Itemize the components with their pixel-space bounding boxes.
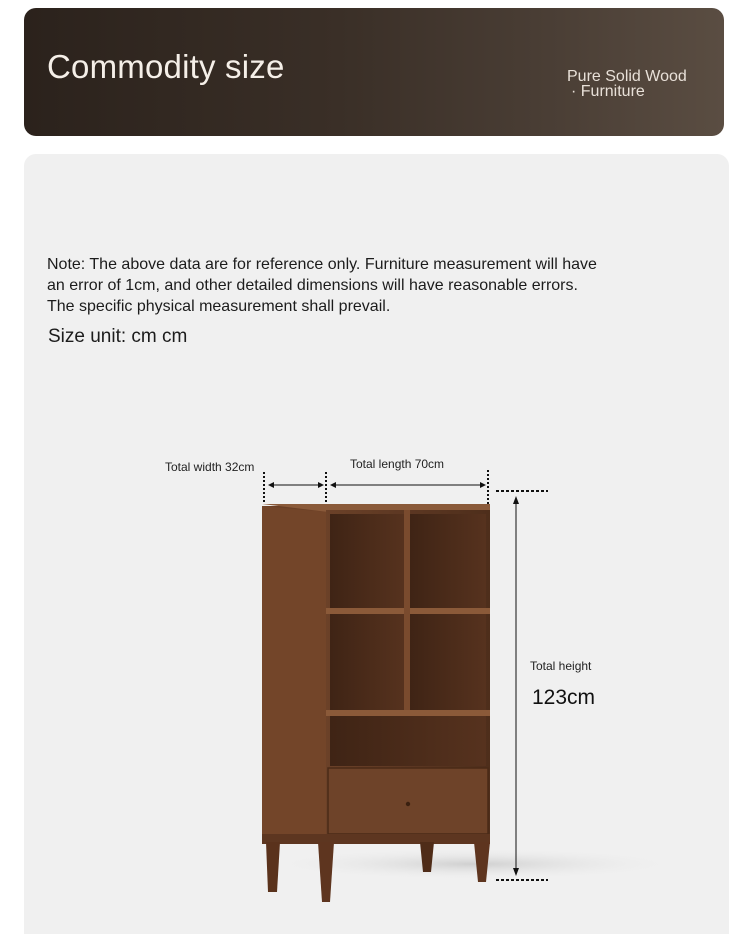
header-banner	[24, 8, 724, 136]
reference-note: Note: The above data are for reference only. Furniture measurement will have an error of 1cm, and other detailed dimensions will have reasonable errors. The specific physical measurement shall prevail.	[47, 256, 597, 315]
length-dimension	[330, 470, 488, 504]
banner-title: Commodity size	[47, 48, 285, 85]
shelf-2	[326, 710, 490, 716]
width-dimension	[264, 472, 326, 504]
leg-front-left	[318, 842, 334, 902]
total-height-value: 123cm	[532, 686, 596, 709]
size-unit-label: Size unit: cm cm	[48, 326, 188, 347]
leg-back-left	[266, 842, 280, 892]
total-height-label: Total height	[530, 659, 592, 673]
size-card	[24, 154, 729, 934]
bookcase-diagram	[24, 154, 729, 934]
banner-tagline-line1: Pure Solid Wood	[567, 68, 687, 85]
drawer	[328, 768, 488, 834]
drawer-knob	[406, 802, 410, 806]
total-length-label: Total length 70cm	[350, 457, 445, 471]
center-divider	[404, 510, 410, 710]
total-width-label: Total width 32cm	[165, 460, 255, 474]
banner-tagline-line2: · Furniture	[571, 83, 645, 100]
banner-tagline	[567, 69, 687, 99]
bookcase	[262, 504, 490, 902]
